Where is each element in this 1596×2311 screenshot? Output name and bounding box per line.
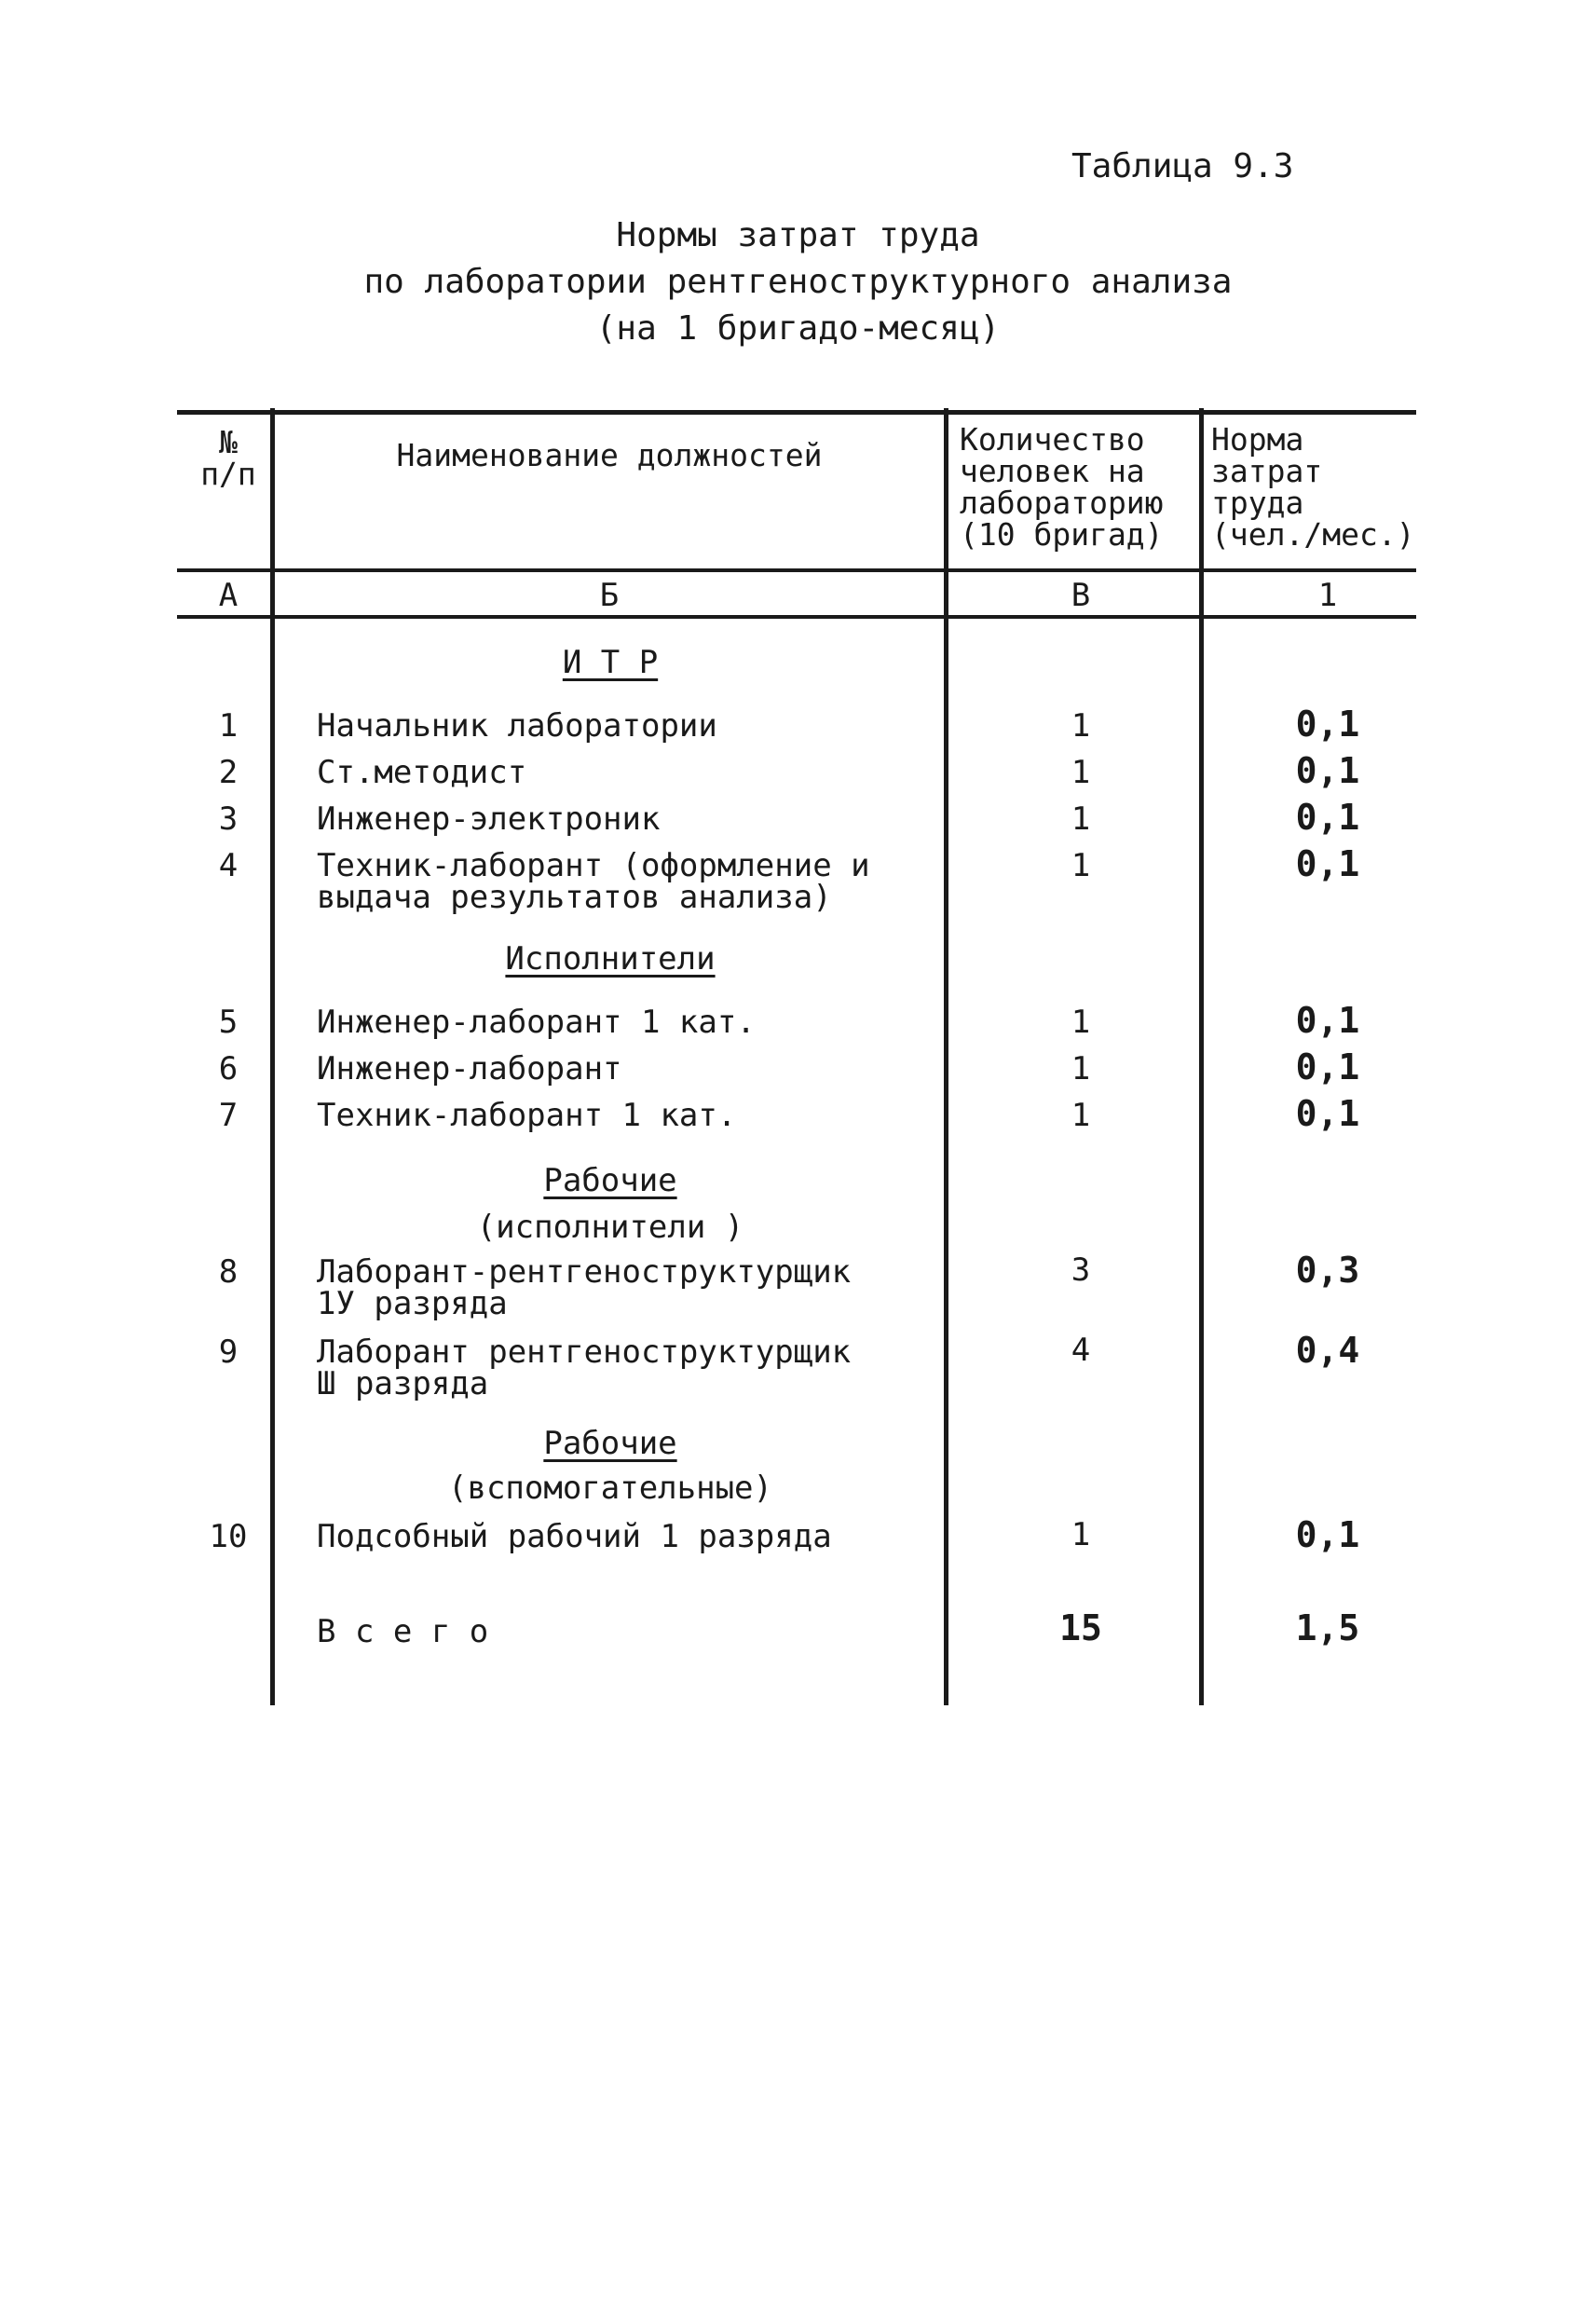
row-norm: 0,1	[1295, 704, 1360, 745]
row-norm: 0,1	[1295, 1046, 1360, 1087]
row-number: 9	[218, 1333, 239, 1371]
index-cell-a: А	[218, 577, 239, 614]
table-title-line1: Нормы затрат труда	[616, 216, 980, 254]
row-count: 1	[1071, 1516, 1091, 1553]
section-heading-itr	[275, 645, 946, 680]
row-count: 1	[1071, 1004, 1091, 1041]
section-subheading-workers-main: (исполнители )	[476, 1209, 744, 1246]
row-number: 10	[209, 1518, 248, 1555]
section-heading-workers-main-text: Рабочие	[543, 1162, 677, 1199]
table-caption: Таблица 9.3	[1071, 147, 1294, 185]
row-norm: 0,1	[1295, 843, 1360, 884]
section-heading-itr-text: И Т Р	[562, 644, 659, 681]
row-number: 2	[218, 754, 239, 791]
row-position-name: Лаборант рентгеноструктурщик	[317, 1333, 852, 1371]
row-count: 1	[1071, 754, 1091, 791]
row-position-name: Инженер-лаборант 1 кат.	[317, 1004, 756, 1041]
header-col-position: Наименование должностей	[396, 437, 823, 473]
header-col-norm-line4: (чел./мес.)	[1211, 516, 1415, 553]
header-col-number-line1: №	[219, 424, 238, 460]
row-position-name: Лаборант-рентгеноструктурщик	[317, 1253, 852, 1291]
row-norm: 0,1	[1295, 1093, 1360, 1134]
column-divider-c	[1199, 408, 1204, 1705]
section-heading-executors-text: Исполнители	[505, 940, 716, 978]
row-position-name-cont: Ш разряда	[317, 1365, 489, 1402]
row-norm: 0,1	[1295, 1514, 1360, 1555]
row-norm: 0,3	[1295, 1250, 1360, 1291]
total-norm: 1,5	[1295, 1607, 1360, 1648]
header-col-count-line4: (10 бригад)	[960, 516, 1164, 553]
row-number: 7	[218, 1097, 239, 1134]
row-number: 8	[218, 1253, 239, 1291]
index-cell-d: 1	[1317, 577, 1338, 614]
header-col-norm-line1: Норма	[1211, 421, 1304, 458]
row-position-name: Техник-лаборант 1 кат.	[317, 1097, 737, 1134]
header-col-number-line2: п/п	[200, 456, 256, 492]
header-col-norm-line2: затрат	[1211, 453, 1323, 489]
row-norm: 0,4	[1295, 1330, 1360, 1371]
header-bottom-rule	[177, 568, 1416, 572]
table-title-line3: (на 1 бригадо-месяц)	[595, 309, 1001, 348]
total-label: В с е г о	[317, 1613, 489, 1650]
row-position-name: Техник-лаборант (оформление и	[317, 847, 870, 884]
row-number: 5	[218, 1004, 239, 1041]
row-count: 1	[1071, 707, 1091, 745]
row-count: 1	[1071, 800, 1091, 838]
row-position-name: Ст.методист	[317, 754, 527, 791]
row-number: 6	[218, 1050, 239, 1087]
row-norm: 0,1	[1295, 1000, 1360, 1041]
row-count: 1	[1071, 1097, 1091, 1134]
section-heading-workers-aux	[275, 1426, 946, 1461]
header-col-count-line1: Количество	[960, 421, 1145, 458]
table-top-rule	[177, 410, 1416, 415]
column-divider-b	[944, 408, 948, 1705]
row-position-name-cont: 1У разряда	[317, 1285, 508, 1322]
row-position-name: Подсобный рабочий 1 разряда	[317, 1518, 832, 1555]
row-position-name: Начальник лаборатории	[317, 707, 717, 745]
section-heading-workers-main	[275, 1163, 946, 1198]
row-position-name: Инженер-лаборант	[317, 1050, 622, 1087]
row-count: 1	[1071, 1050, 1091, 1087]
row-norm: 0,1	[1295, 797, 1360, 838]
row-position-name: Инженер-электроник	[317, 800, 661, 838]
index-cell-c: В	[1071, 577, 1091, 614]
total-count: 15	[1059, 1607, 1102, 1648]
row-count: 3	[1071, 1251, 1091, 1289]
header-col-count-line3: лабораторию	[960, 485, 1164, 521]
row-number: 4	[218, 847, 239, 884]
header-col-norm-line3: труда	[1211, 485, 1304, 521]
row-norm: 0,1	[1295, 750, 1360, 791]
section-heading-executors	[275, 941, 946, 977]
index-row-rule	[177, 615, 1416, 619]
section-heading-workers-aux-text: Рабочие	[543, 1425, 677, 1462]
row-number: 3	[218, 800, 239, 838]
row-count: 1	[1071, 847, 1091, 884]
header-col-count-line2: человек на	[960, 453, 1145, 489]
row-position-name-cont: выдача результатов анализа)	[317, 879, 832, 916]
row-number: 1	[218, 707, 239, 745]
table-title-line2: по лаборатории рентгеноструктурного анализа	[363, 263, 1233, 301]
section-subheading-workers-aux: (вспомогательные)	[448, 1470, 772, 1507]
index-cell-b: Б	[599, 577, 620, 614]
row-count: 4	[1071, 1332, 1091, 1369]
